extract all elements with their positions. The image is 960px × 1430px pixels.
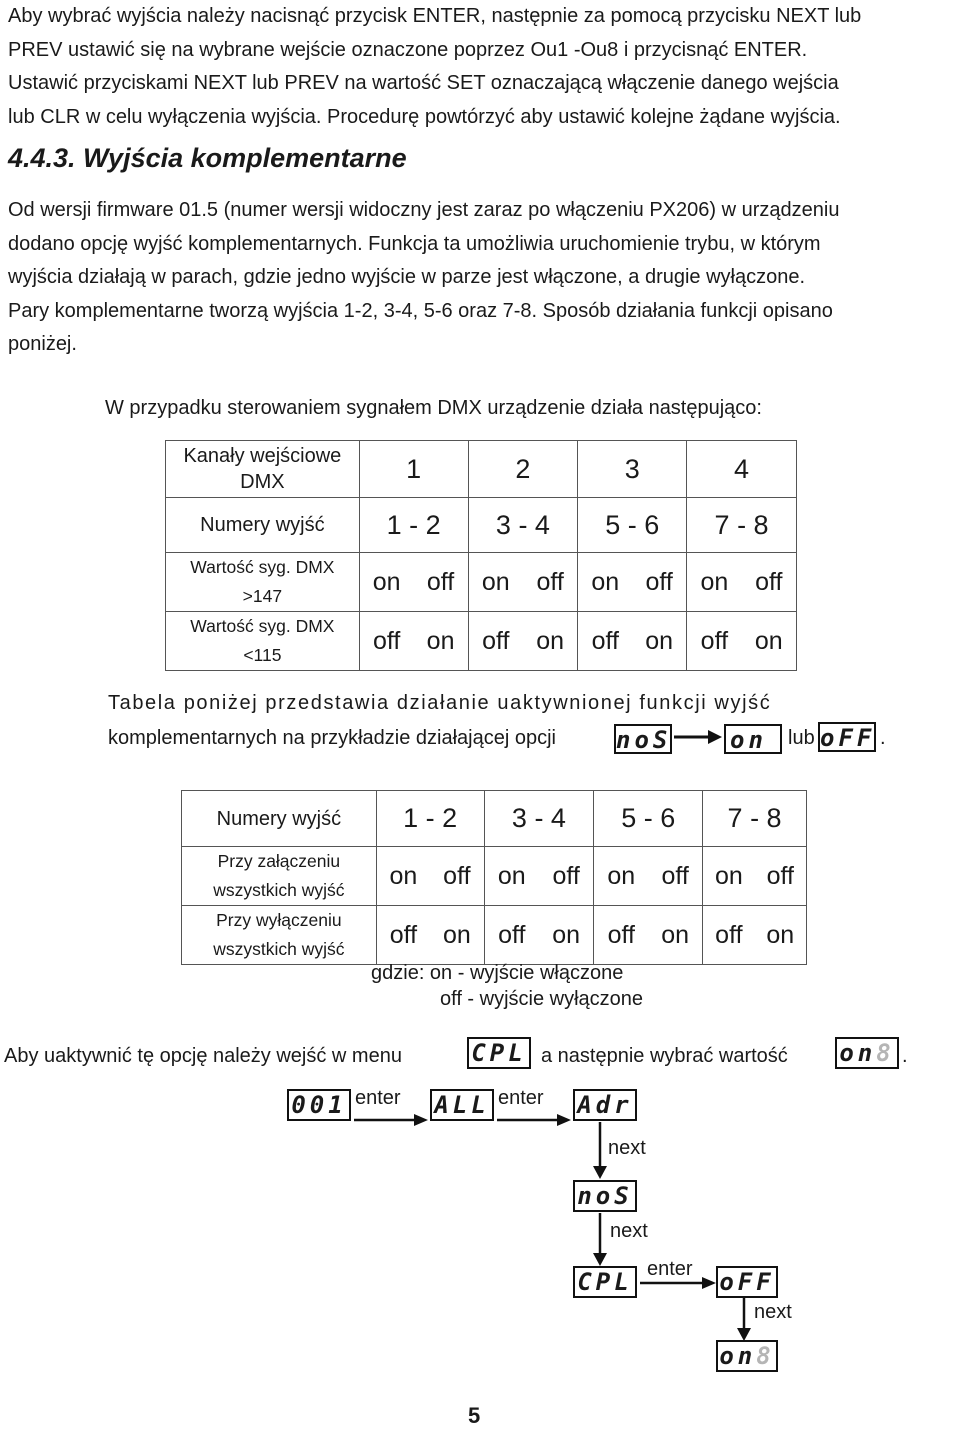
lcd-off: oFF [820, 724, 876, 752]
lcd-on-ghost-flow: on8 [716, 1340, 778, 1372]
lcd-on-ghost: on8 [835, 1037, 899, 1069]
dmx-caption: W przypadku sterowaniem sygnałem DMX urządzenie działa następująco: [105, 397, 762, 419]
lcd-cpl: CPL [467, 1037, 531, 1069]
lcd-cpl-flow: CPL [573, 1266, 637, 1298]
output-pair-cell: 7 - 8 [703, 791, 807, 847]
state-cell: off on [359, 612, 468, 671]
state-cell: off on [687, 612, 797, 671]
intro-line: lub CLR w celu wyłączenia wyjścia. Procedurę powtórzyć aby ustawić kolejne żądane wyjścia. [8, 105, 841, 128]
section-line: dodano opcję wyjść komplementarnych. Funkcja ta umożliwia uruchomienie trybu, w którym [8, 232, 821, 255]
lcd-on: on [724, 724, 782, 754]
lcd-adr: Adr [573, 1089, 637, 1121]
output-pair-cell: 3 - 4 [468, 498, 578, 553]
lcd-nos-flow: noS [573, 1180, 637, 1212]
state-table [181, 790, 807, 965]
state-cell: on off [468, 553, 578, 612]
arrow-right-icon [495, 1112, 573, 1128]
legend-off: off - wyjście wyłączone [440, 988, 644, 1010]
activate-text: a następnie wybrać wartość [541, 1045, 788, 1067]
state-cell: on off [594, 847, 703, 906]
table-intro-line: komplementarnych na przykładzie działającej opcji [108, 727, 556, 749]
outputs-header: Numery wyjść [166, 498, 360, 553]
channels-header: Kanały wejściowe DMX [166, 441, 360, 498]
output-pair-cell: 1 - 2 [359, 498, 468, 553]
section-line: wyjścia działają w parach, gdzie jedno wyjście w parze jest włączone, a drugie wyłączone. [8, 266, 806, 288]
arrow-down-icon [590, 1213, 610, 1267]
state-cell: on off [578, 553, 687, 612]
output-pair-cell: 1 - 2 [376, 791, 484, 847]
output-pair-cell: 5 - 6 [594, 791, 703, 847]
legend-on: gdzie: on - wyjście włączone [371, 962, 624, 984]
channel-cell: 1 [359, 441, 468, 498]
flow-enter-label: enter [647, 1258, 693, 1280]
flow-next-label: next [608, 1137, 646, 1159]
table-intro-line: Tabela poniżej przedstawia działanie uaktywnionej funkcji wyjść [108, 692, 772, 714]
state-cell: on off [376, 847, 484, 906]
state-cell: on off [703, 847, 807, 906]
intro-paragraph [8, 0, 952, 134]
channel-cell: 3 [578, 441, 687, 498]
intro-line: PREV ustawić się na wybrane wejście oznaczone poprzez Ou1 -Ou8 i przycisnąć ENTER. [8, 38, 808, 61]
arrow-right-icon [638, 1275, 718, 1291]
state-cell: on off [484, 847, 594, 906]
intro-line: Aby wybrać wyjścia należy nacisnąć przycisk ENTER, następnie za pomocą przycisku NEXT lub [8, 5, 862, 27]
state-cell: off on [594, 906, 703, 965]
state-cell: off on [484, 906, 594, 965]
state-cell: on off [687, 553, 797, 612]
flow-next-label: next [754, 1301, 792, 1323]
flow-enter-label: enter [498, 1087, 544, 1109]
arrow-down-icon [590, 1122, 610, 1180]
channel-cell: 2 [468, 441, 578, 498]
section-heading: 4.4.3. Wyjścia komplementarne [8, 143, 407, 173]
state-cell: off on [468, 612, 578, 671]
activate-end: . [902, 1045, 908, 1067]
section-line: poniżej. [8, 333, 77, 355]
state-cell: on off [359, 553, 468, 612]
intro-line: Ustawić przyciskami NEXT lub PREV na wartość SET oznaczającą włączenie danego wejścia [8, 72, 839, 94]
section-line: Pary komplementarne tworzą wyjścia 1-2, 3-4, 5-6 oraz 7-8. Sposób działania funkcji opisano [8, 299, 833, 322]
table-intro-or: lub [788, 727, 815, 749]
arrow-right-icon [672, 729, 724, 745]
section-line: Od wersji firmware 01.5 (numer wersji widoczny jest zaraz po włączeniu PX206) w urządzeniu [8, 199, 840, 221]
lcd-address: 001 [287, 1089, 351, 1121]
channel-cell: 4 [687, 441, 797, 498]
all-off-label: Przy wyłączeniu wszystkich wyjść [182, 906, 377, 965]
output-pair-cell: 7 - 8 [687, 498, 797, 553]
page-number: 5 [468, 1403, 481, 1428]
state-cell: off on [376, 906, 484, 965]
lcd-nos: noS [616, 726, 672, 754]
table-intro-end: . [880, 727, 886, 749]
state-cell: off on [703, 906, 807, 965]
flow-next-label: next [610, 1220, 648, 1242]
dmx-high-label: Wartość syg. DMX >147 [166, 553, 360, 612]
all-on-label: Przy załączeniu wszystkich wyjść [182, 847, 377, 906]
lcd-off-flow: oFF [716, 1266, 778, 1298]
flow-enter-label: enter [355, 1087, 401, 1109]
arrow-down-icon [734, 1298, 754, 1342]
dmx-table [165, 440, 797, 671]
outputs-header: Numery wyjść [182, 791, 377, 847]
arrow-right-icon [352, 1112, 430, 1128]
output-pair-cell: 3 - 4 [484, 791, 594, 847]
lcd-all: ALL [430, 1089, 494, 1121]
section-paragraph [8, 194, 952, 362]
state-cell: off on [578, 612, 687, 671]
dmx-low-label: Wartość syg. DMX <115 [166, 612, 360, 671]
activate-text: Aby uaktywnić tę opcję należy wejść w menu [4, 1045, 402, 1067]
output-pair-cell: 5 - 6 [578, 498, 687, 553]
